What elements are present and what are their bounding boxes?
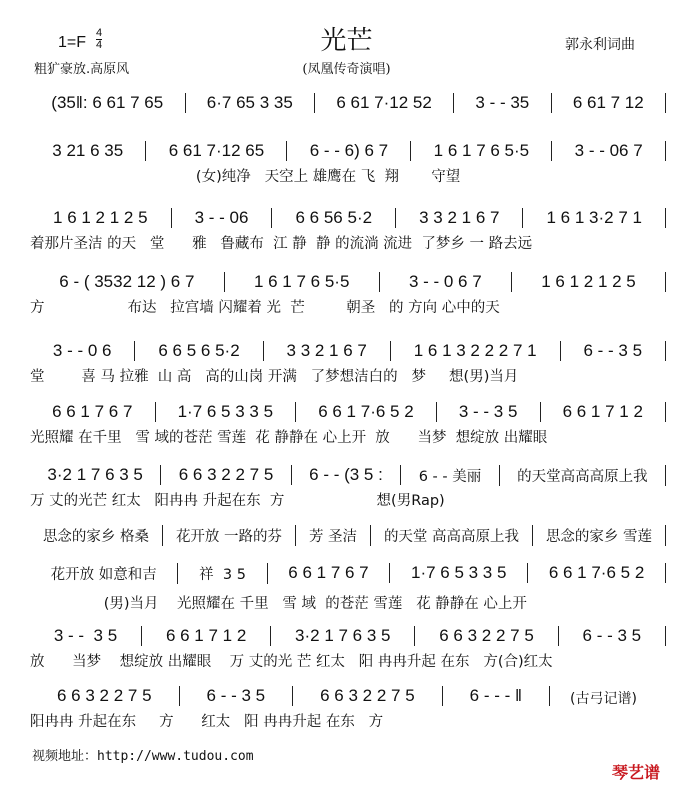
meter-bottom: 4 [96, 39, 103, 51]
measure: 1·7 6 5 3 3 5 [156, 402, 297, 422]
measure: 3·2 1 7 6 3 5 [30, 465, 161, 485]
measure: 3 - - 35 [454, 93, 551, 113]
performer: (凤凰传奇演唱) [302, 62, 391, 77]
measure: 3 - - 06 [172, 208, 273, 228]
lyrics-line: 方 布达 拉宫墙 闪耀着 光 芒 朝圣 的 方向 心中的天 [30, 300, 500, 316]
lyrics-line: (女)纯净 天空上 雄鹰在 飞 翔 守望 [30, 169, 461, 185]
measure: 6 6 1 7 6 7 [268, 563, 391, 583]
measure: 3 3 2 1 6 7 [264, 341, 391, 361]
measure: 3·2 1 7 6 3 5 [271, 626, 415, 646]
lyrics-line: 堂 喜 马 拉雅 山 高 高的山岗 开满 了梦想洁白的 梦 想(男)当月 [30, 369, 519, 385]
measure: 3 3 2 1 6 7 [396, 208, 523, 228]
site-logo: 琴艺谱 [612, 765, 661, 782]
measure: 6 6 1 7 6 7 [30, 402, 156, 422]
notation-line [30, 207, 666, 229]
measure: 1 6 1 3·2 7 1 [523, 208, 666, 228]
measure: 6 6 1 7·6 5 2 [528, 563, 666, 583]
notation-line [30, 140, 666, 162]
song-title: 光芒 [320, 26, 373, 56]
measure: 6 6 1 7 1 2 [142, 626, 271, 646]
measure: 祥 3 5 [178, 563, 267, 584]
measure: 6 - ( 3532 12 ) 6 7 [30, 272, 225, 292]
measure: 6·7 65 3 35 [186, 93, 316, 113]
measure: 芳 圣洁 [296, 525, 371, 546]
measure: 1 6 1 7 6 5·5 [225, 272, 380, 292]
measure: 6 6 3 2 2 7 5 [415, 626, 558, 646]
lyrics-line: 光照耀 在千里 雪 域的苍茫 雪莲 花 静静在 心上开 放 当梦 想绽放 出耀眼 [30, 430, 548, 446]
measure: 6 - - 美丽 [401, 465, 499, 486]
measure: 6 61 7 12 [552, 93, 666, 113]
notation-line [30, 524, 666, 546]
measure: 6 6 1 7 1 2 [541, 402, 667, 422]
measure: 6 - - (3 5 : [292, 465, 402, 485]
measure: 花开放 一路的芬 [163, 525, 296, 546]
measure: 3 21 6 35 [30, 141, 146, 161]
measure: 的天堂 高高高原上我 [371, 525, 533, 546]
notation-line [30, 401, 666, 423]
measure: 6 61 7·12 52 [315, 93, 454, 113]
measure: 6 - - 3 5 [180, 686, 294, 706]
measure: 3 - - 3 5 [30, 626, 142, 646]
lyrics-line: 万 丈的光芒 红太 阳冉冉 升起在东 方 想(男Rap) [30, 493, 445, 509]
measure: 3 - - 06 7 [552, 141, 666, 161]
notation-line [30, 340, 666, 362]
measure: 1 6 1 7 6 5·5 [411, 141, 552, 161]
key-signature: 1=F [58, 34, 87, 51]
measure: 6 - - - ‖ [443, 686, 550, 706]
measure: 6 6 1 7·6 5 2 [296, 402, 437, 422]
lyrics-line: 放 当梦 想绽放 出耀眼 万 丈的光 芒 红太 阳 冉冉升起 在东 方(合)红太 [30, 654, 553, 670]
measure: 1 6 1 3 2 2 2 7 1 [391, 341, 561, 361]
measure: 6 6 56 5·2 [272, 208, 396, 228]
author: 郭永利词曲 [565, 37, 635, 53]
measure: (35‖: 6 61 7 65 [30, 93, 186, 113]
notation-line [30, 464, 666, 486]
lyrics-line: 着那片圣洁 的天 堂 雅 鲁藏布 江 静 静 的流淌 流进 了梦乡 一 路去远 [30, 236, 533, 252]
measure: 6 61 7·12 65 [146, 141, 287, 161]
time-signature [96, 28, 102, 51]
notation-line [30, 625, 666, 647]
measure: 3 - - 0 6 7 [380, 272, 512, 292]
measure: 6 6 3 2 2 7 5 [293, 686, 443, 706]
measure: 1 6 1 2 1 2 5 [30, 208, 172, 228]
notation-line [30, 92, 666, 114]
style-note: 粗犷豪放.高原风 [34, 62, 130, 77]
measure: 6 - - 3 5 [559, 626, 666, 646]
lyrics-line: (男)当月 光照耀在 千里 雪 域 的苍茫 雪莲 花 静静在 心上开 [30, 596, 527, 612]
measure: 3 - - 3 5 [437, 402, 541, 422]
measure: 思念的家乡 雪莲 [533, 525, 666, 546]
measure: 1 6 1 2 1 2 5 [512, 272, 666, 292]
measure: 6 - - 6) 6 7 [287, 141, 411, 161]
measure: 6 - - 3 5 [561, 341, 666, 361]
video-link[interactable]: 视频地址：http://www.tudou.com [32, 749, 254, 764]
transcriber-note: (古弓记谱) [570, 691, 637, 707]
measure: 1·7 6 5 3 3 5 [390, 563, 528, 583]
notation-line [30, 271, 666, 293]
measure: 3 - - 0 6 [30, 341, 135, 361]
meter-top: 4 [96, 27, 103, 39]
measure: 思念的家乡 格桑 [30, 525, 163, 546]
measure: 6 6 3 2 2 7 5 [161, 465, 291, 485]
notation-line [30, 562, 666, 584]
lyrics-line: 阳冉冉 升起在东 方 红太 阳 冉冉升起 在东 方 [30, 714, 384, 730]
measure: 6 6 3 2 2 7 5 [30, 686, 180, 706]
measure: 的天堂高高高原上我 [500, 465, 666, 486]
measure: 6 6 5 6 5·2 [135, 341, 263, 361]
notation-line [30, 685, 550, 707]
measure: 花开放 如意和吉 [30, 563, 178, 584]
